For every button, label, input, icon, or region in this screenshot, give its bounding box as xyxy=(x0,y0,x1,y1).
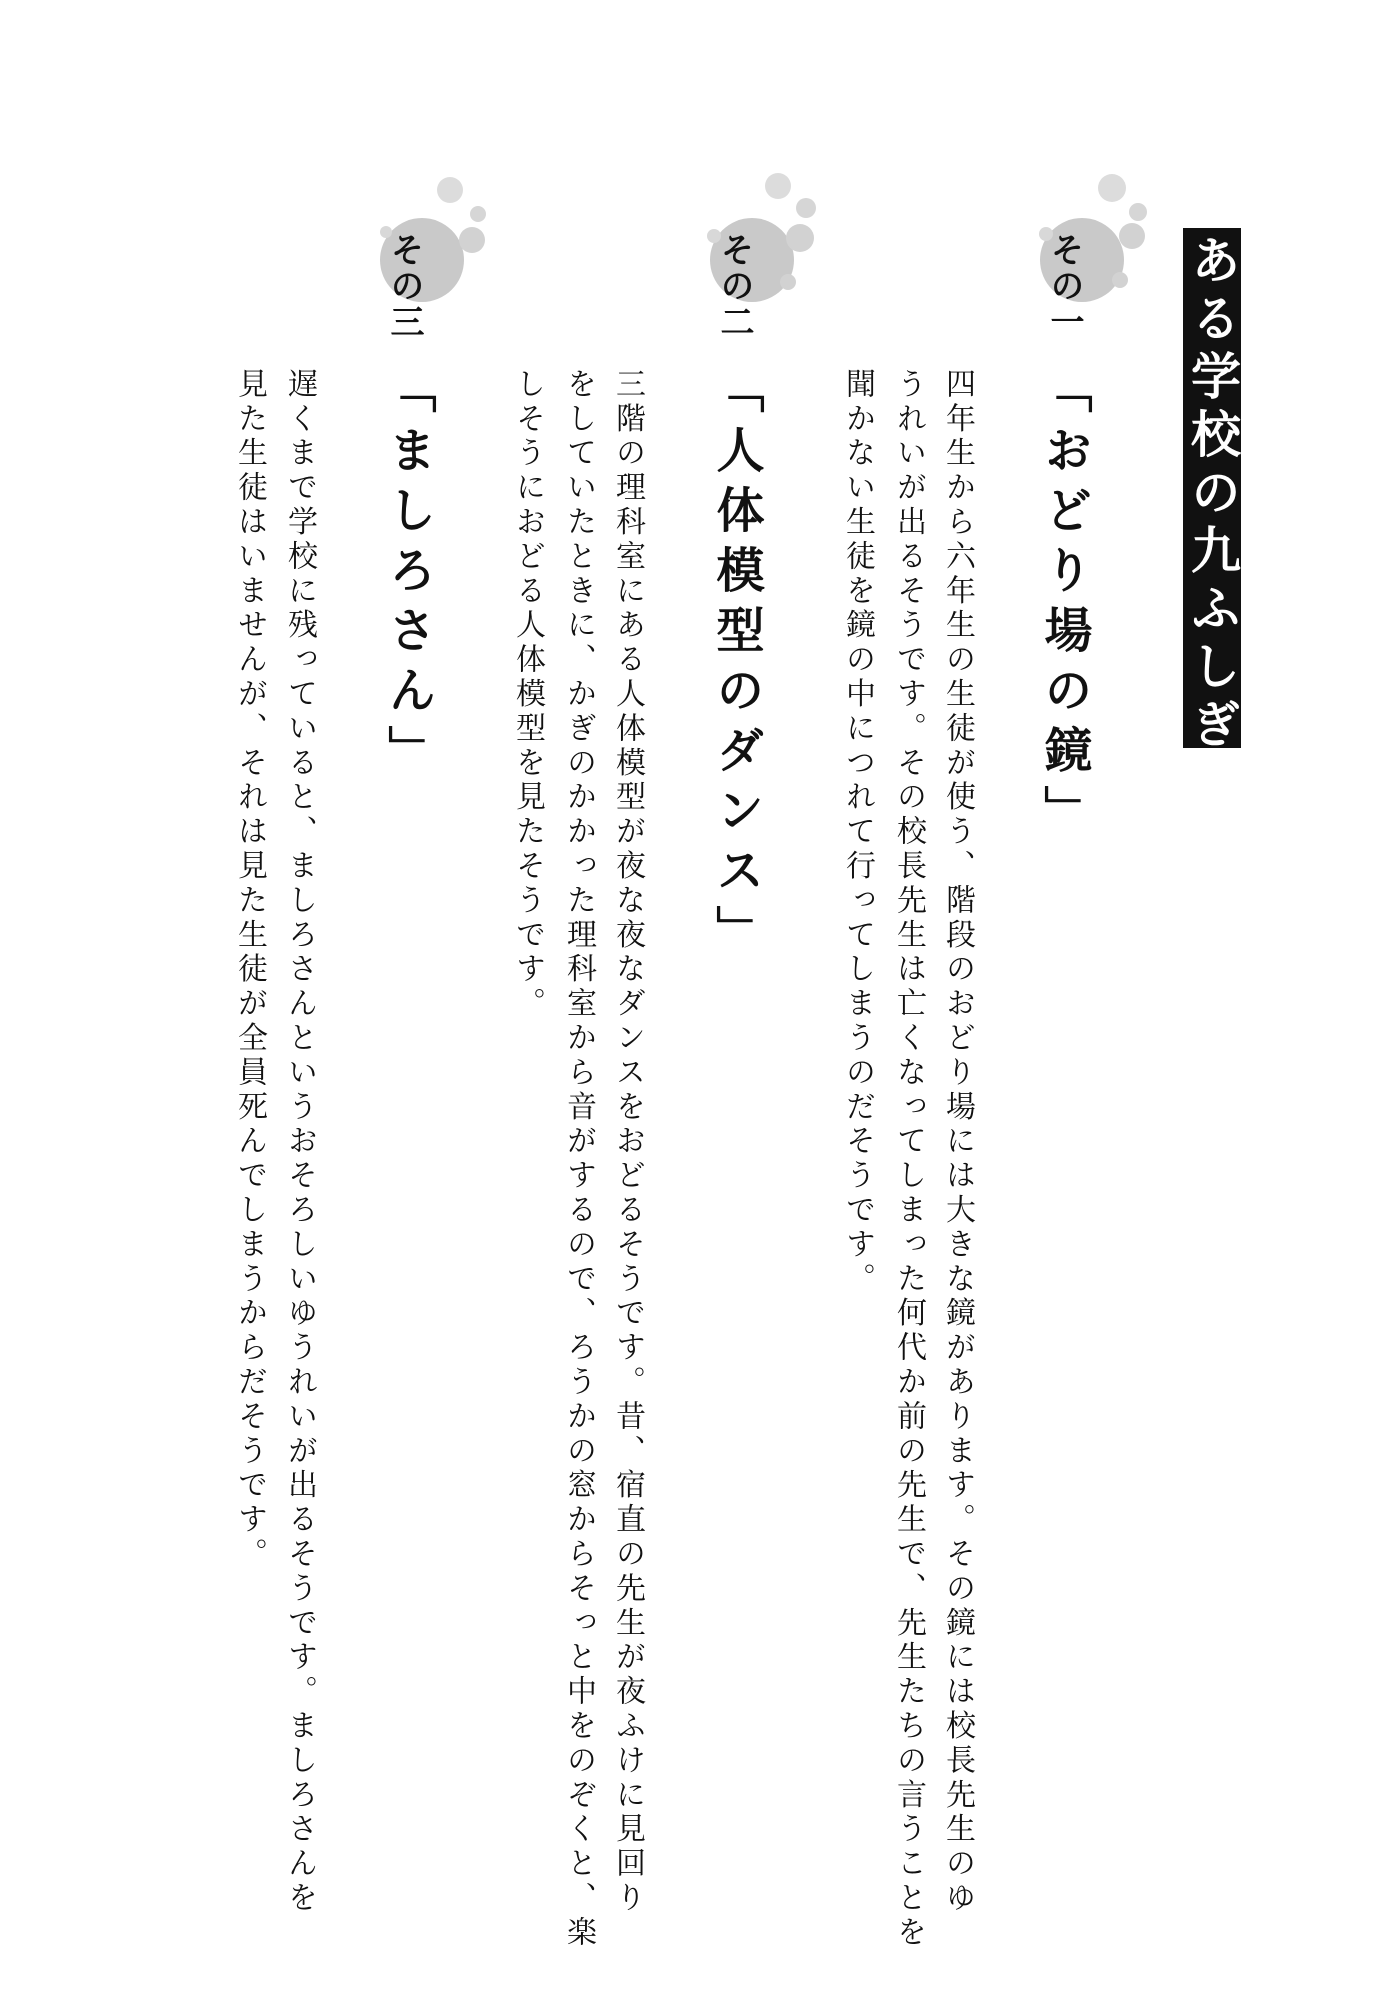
ink-splat-badge-1 xyxy=(1020,150,1160,310)
item-2-line-3: しそうにおどる人体模型を見たそうです。 xyxy=(510,368,545,1022)
ink-splat-badge-2 xyxy=(690,150,830,310)
ink-splat-badge-3 xyxy=(360,150,500,310)
item-heading-1: 「おどり場の鏡」 xyxy=(1036,365,1092,845)
page-title: ある学校の九ふしぎ xyxy=(1183,234,1241,756)
item-heading-3: 「ましろさん」 xyxy=(380,365,436,785)
item-1-line-3: 聞かない生徒を鏡の中につれて行ってしまうのだそうです。 xyxy=(840,368,875,1297)
item-label-2: その二 xyxy=(714,232,754,340)
item-1-line-1: 四年生から六年生の生徒が使う、階段のおどり場には大きな鏡があります。その鏡には校長先生のゆ xyxy=(940,368,975,1916)
item-3-line-2: 見た生徒はいませんが、それは見た生徒が全員死んでしまうからだそうです。 xyxy=(232,368,267,1572)
item-3-line-1: 遅くまで学校に残っていると、ましろさんというおそろしいゆうれいが出るそうです。ましろさんを xyxy=(282,368,317,1916)
item-2-line-1: 三階の理科室にある人体模型が夜な夜なダンスをおどるそうです。昔、宿直の先生が夜ふけに見回り xyxy=(610,368,645,1916)
item-label-1: その一 xyxy=(1044,232,1084,340)
item-heading-2: 「人体模型のダンス」 xyxy=(708,365,764,965)
item-1-line-2: うれいが出るそうです。その校長先生は亡くなってしまった何代か前の先生で、先生たちの言うことを xyxy=(891,368,926,1951)
item-label-3: その三 xyxy=(384,232,424,340)
item-2-line-2: をしていたときに、かぎのかかった理科室から音がするので、ろうかの窓からそっと中をのぞくと、楽 xyxy=(561,368,596,1951)
